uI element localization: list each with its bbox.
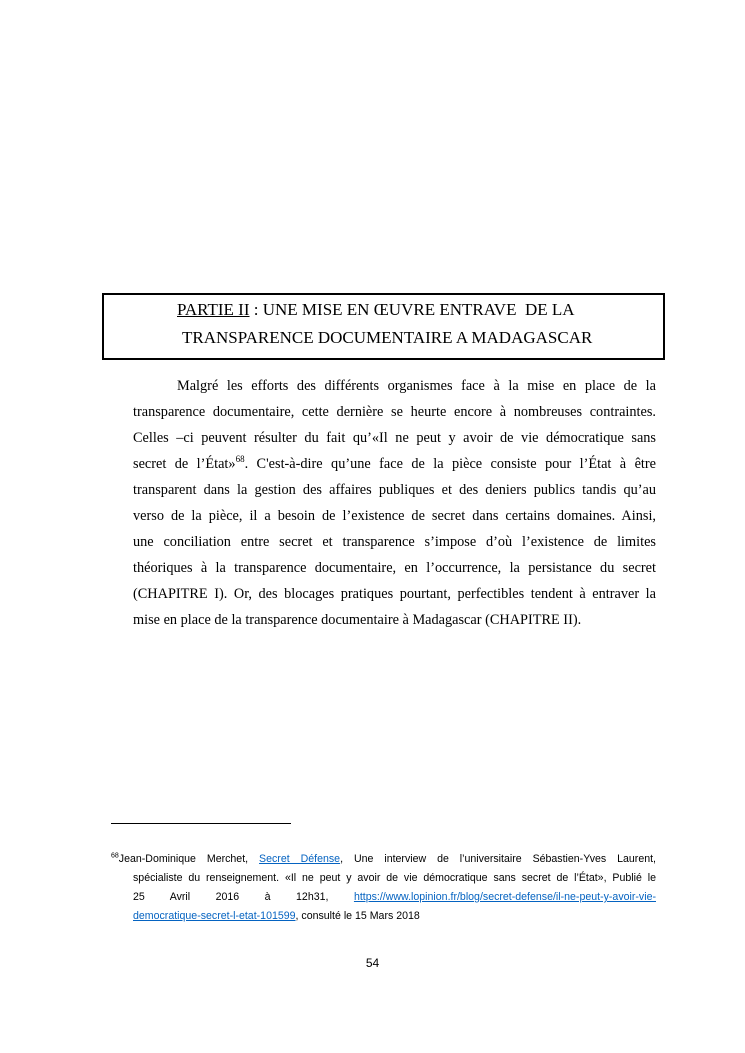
footnote-reference[interactable]: 68 <box>235 454 245 465</box>
part-label: PARTIE II <box>177 300 250 319</box>
paragraph-line: Malgré les efforts des différents organismes face à la mise en place de la <box>177 378 656 394</box>
paragraph-line: mise en place de la transparence documentaire à Madagascar (CHAPITRE II). <box>133 612 582 628</box>
page-number: 54 <box>365 956 380 970</box>
part-title-line-2: TRANSPARENCE DOCUMENTAIRE A MADAGASCAR <box>182 328 593 347</box>
paragraph-line: transparent dans la gestion des affaires publiques et des deniers publics tandis qu’au <box>133 482 656 498</box>
part-title-line-1 <box>177 300 575 320</box>
footnote-line <box>111 888 656 907</box>
footnote-number: 68 <box>111 852 119 860</box>
quote-text: secret de l’État» <box>133 456 236 472</box>
intro-paragraph <box>133 373 656 633</box>
secret-defense-link[interactable]: Secret Défense <box>259 853 341 865</box>
part-title-box <box>102 293 665 360</box>
footnote-author: Jean-Dominique Merchet, <box>118 853 260 865</box>
footnote-line: spécialiste du renseignement. «Il ne peut y avoir de vie démocratique sans secret de l’État», Publié le <box>133 872 656 884</box>
paragraph-line: (CHAPITRE I). Or, des blocages pratiques pourtant, perfectibles tendent à entraver la <box>133 586 656 602</box>
footnote-line-1-rest: , Une interview de l’universitaire Sébastien-Yves Laurent, <box>340 853 656 865</box>
footnote-consulted: , consulté le 15 Mars 2018 <box>295 910 420 922</box>
footnote-line <box>111 850 656 869</box>
footnote-line <box>111 907 656 926</box>
paragraph-line-with-footnote <box>133 451 656 477</box>
article-url-link[interactable]: https://www.lopinion.fr/blog/secret-defense/il-ne-peut-y-avoir-vie- <box>353 891 656 903</box>
paragraph-line: verso de la pièce, il a besoin de l’existence de secret dans certains domaines. Ainsi, <box>133 508 656 524</box>
footnote-68 <box>111 850 656 926</box>
article-url-link-continued[interactable]: democratique-secret-l-etat-101599 <box>133 910 296 922</box>
paragraph-line: une conciliation entre secret et transparence s’impose d’où l’existence de limites <box>133 534 656 550</box>
footnote-date: 25 Avril 2016 à 12h31, <box>133 891 354 903</box>
paragraph-line: théoriques à la transparence documentaire, en l’occurrence, la persistance du secret <box>133 560 656 576</box>
paragraph-line: transparence documentaire, cette dernière se heurte encore à nombreuses contraintes. <box>133 404 656 420</box>
footnote-separator <box>111 823 291 824</box>
paragraph-line-rest: . C'est-à-dire qu’une face de la pièce consiste pour l’État à être <box>244 456 656 472</box>
paragraph-line: Celles –ci peuvent résulter du fait qu’«Il ne peut y avoir de vie démocratique sans <box>133 430 656 446</box>
part-title-line-1-text: : UNE MISE EN ŒUVRE ENTRAVE DE LA <box>249 300 575 319</box>
